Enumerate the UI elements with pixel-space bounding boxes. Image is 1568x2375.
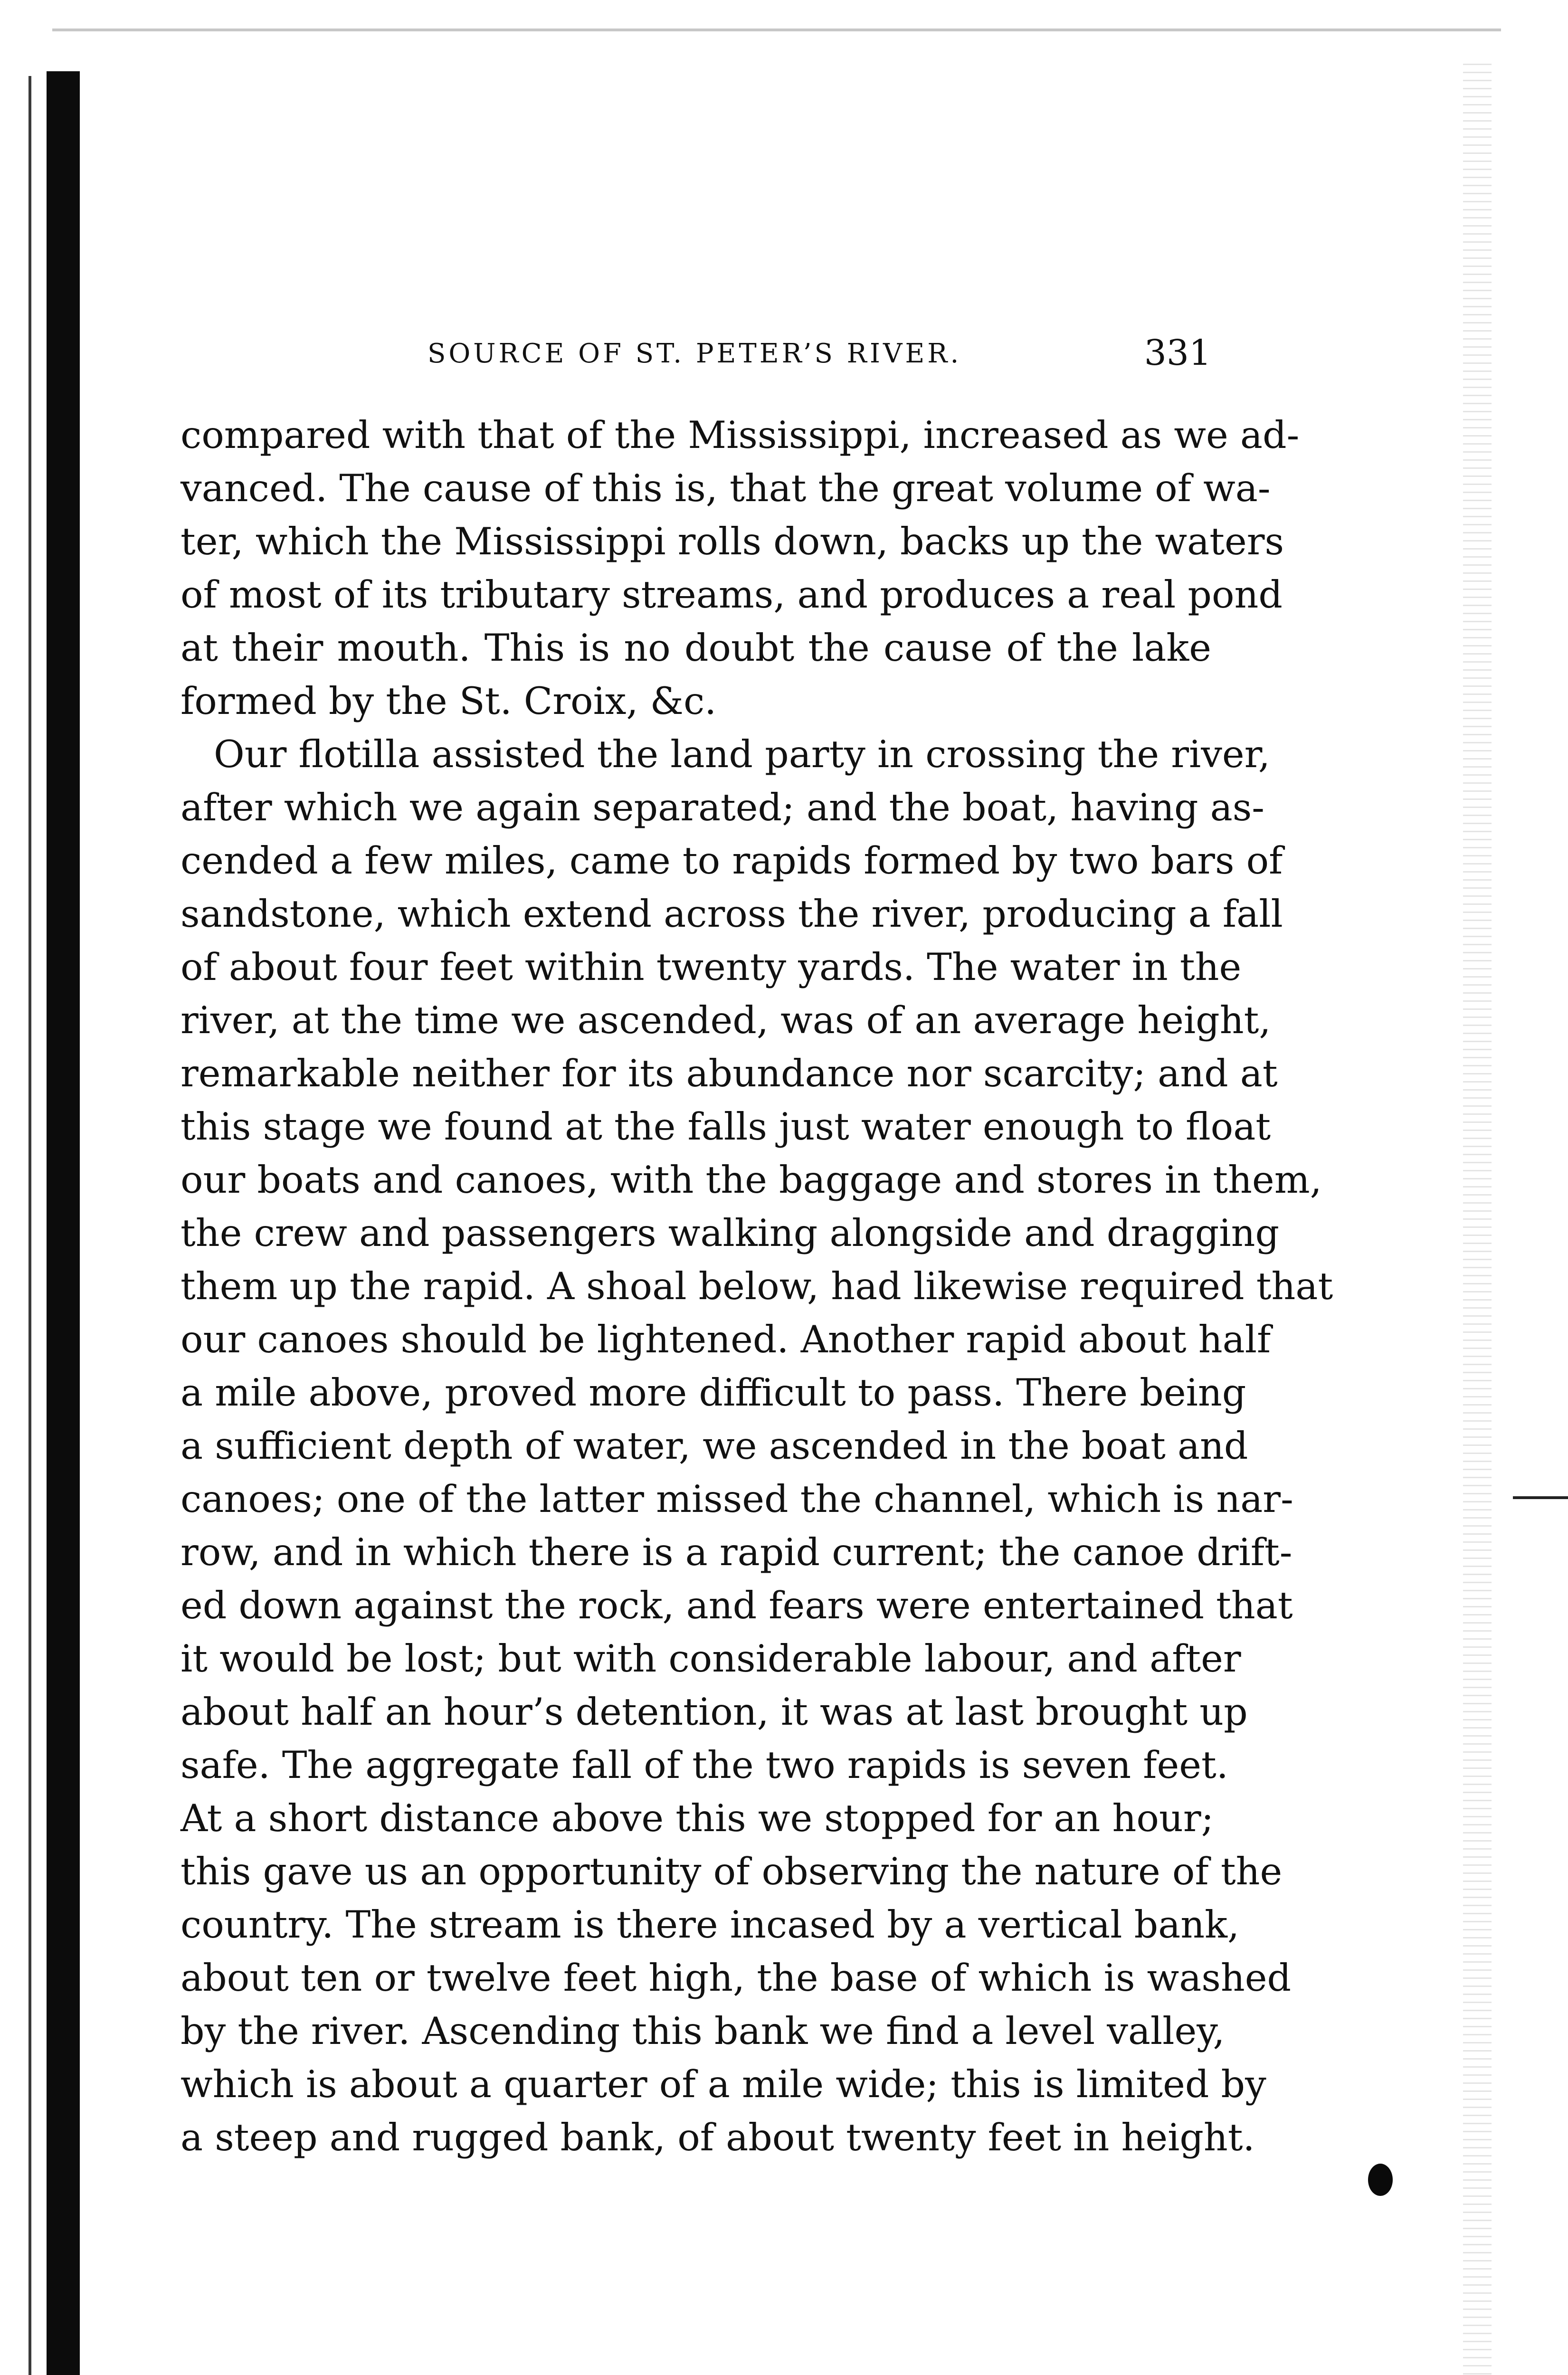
- running-title: SOURCE OF ST. PETER’S RIVER.: [428, 338, 962, 369]
- text-line: this stage we found at the falls just water enough to float: [181, 1105, 1271, 1149]
- text-line: formed by the St. Croix, &c.: [181, 679, 717, 723]
- text-line: of most of its tributary streams, and produces a real pond: [181, 573, 1283, 617]
- text-line: about half an hour’s detention, it was at last brought up: [181, 1690, 1248, 1734]
- text-line: cended a few miles, came to rapids formed by two bars of: [181, 839, 1283, 883]
- text-line: our canoes should be lightened. Another rapid about half: [181, 1318, 1271, 1361]
- text-line: ter, which the Mississippi rolls down, backs up the waters: [181, 520, 1284, 563]
- text-line: At a short distance above this we stopped for an hour;: [181, 1796, 1214, 1840]
- text-line: our boats and canoes, with the baggage and stores in them,: [181, 1158, 1322, 1202]
- text-line: river, at the time we ascended, was of an average height,: [181, 998, 1271, 1042]
- margin-rule-mark: [1513, 1496, 1568, 1499]
- text-line: a sufficient depth of water, we ascended in the boat and: [181, 1424, 1248, 1468]
- text-line: row, and in which there is a rapid current; the canoe drift-: [181, 1530, 1292, 1574]
- binding-shadow: [47, 71, 80, 2375]
- text-line: compared with that of the Mississippi, increased as we ad-: [181, 413, 1300, 457]
- text-line: country. The stream is there incased by a vertical bank,: [181, 1903, 1240, 1947]
- text-line: at their mouth. This is no doubt the cause of the lake: [181, 626, 1211, 670]
- text-line: the crew and passengers walking alongside and dragging: [181, 1211, 1280, 1255]
- text-line: a steep and rugged bank, of about twenty feet in height.: [181, 2116, 1255, 2159]
- text-line: about ten or twelve feet high, the base of which is washed: [181, 1956, 1292, 2000]
- text-line: vanced. The cause of this is, that the great volume of wa-: [181, 466, 1271, 510]
- top-edge-smudge: [52, 28, 1501, 31]
- text-line: remarkable neither for its abundance nor scarcity; and at: [181, 1052, 1278, 1095]
- text-line: sandstone, which extend across the river, producing a fall: [181, 892, 1283, 936]
- binding-line: [29, 76, 31, 2375]
- right-edge-speckle: [1463, 57, 1492, 2375]
- text-line: this gave us an opportunity of observing the nature of the: [181, 1850, 1283, 1893]
- text-line: which is about a quarter of a mile wide; this is limited by: [181, 2062, 1266, 2106]
- text-line: after which we again separated; and the boat, having as-: [181, 786, 1264, 829]
- ink-blot: [1368, 2164, 1393, 2196]
- text-line: it would be lost; but with considerable labour, and after: [181, 1637, 1241, 1681]
- text-line: canoes; one of the latter missed the channel, which is nar-: [181, 1477, 1293, 1521]
- text-line: of about four feet within twenty yards. The water in the: [181, 945, 1242, 989]
- text-line: Our flotilla assisted the land party in crossing the river,: [214, 732, 1270, 776]
- text-line: them up the rapid. A shoal below, had likewise required that: [181, 1264, 1333, 1308]
- body-text: [181, 408, 1333, 2164]
- running-head: [223, 332, 1211, 385]
- page-number: 331: [1144, 332, 1211, 373]
- text-line: safe. The aggregate fall of the two rapids is seven feet.: [181, 1743, 1228, 1787]
- text-line: ed down against the rock, and fears were entertained that: [181, 1584, 1293, 1627]
- text-line: a mile above, proved more difficult to pass. There being: [181, 1371, 1246, 1415]
- text-line: by the river. Ascending this bank we find a level valley,: [181, 2009, 1225, 2053]
